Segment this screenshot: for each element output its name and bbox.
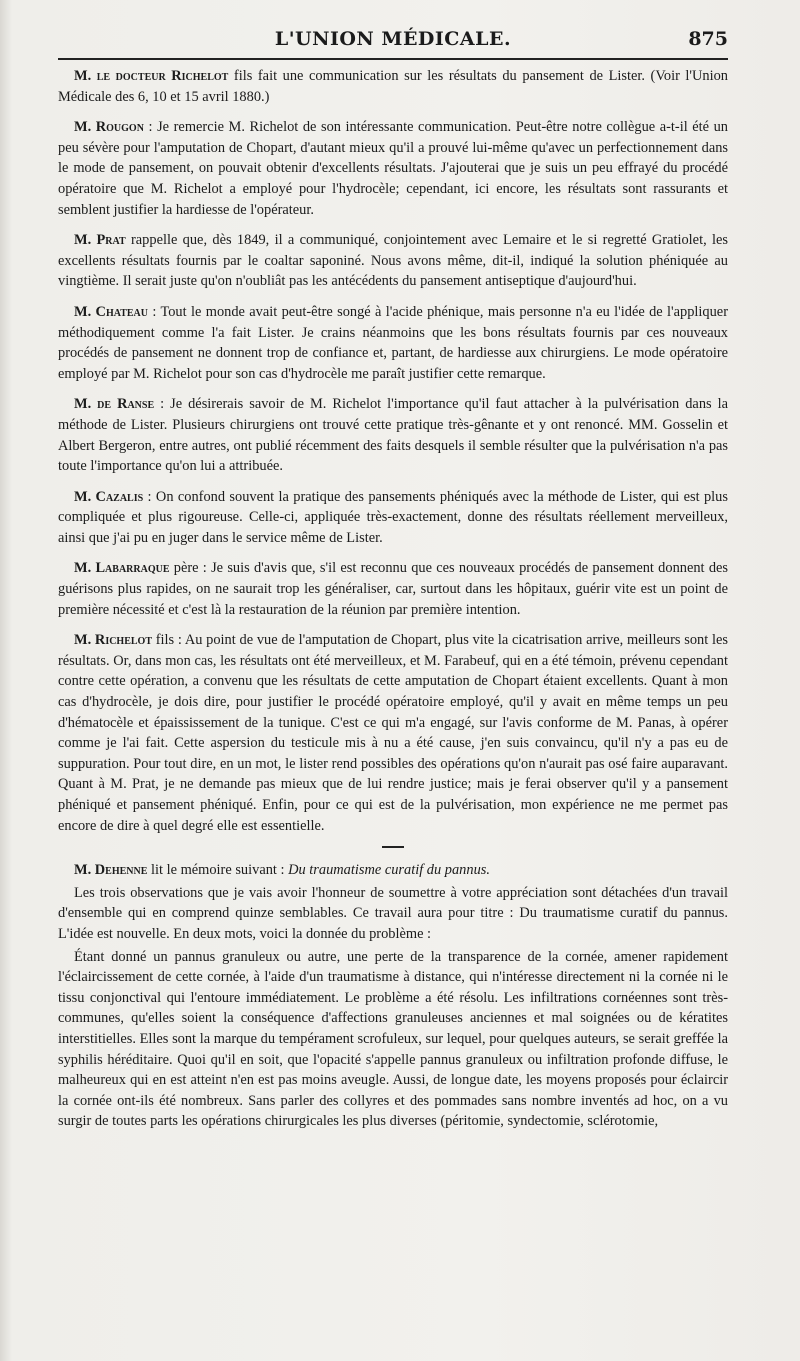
memoir-heading <box>58 860 728 881</box>
paragraph <box>58 558 728 620</box>
page-number: 875 <box>688 28 728 50</box>
paragraph <box>58 630 728 836</box>
paragraph: Les trois observations que je vais avoir l'honneur de soumettre à votre appréciation sont détachées d'un travail d'ensemble qui en comprend quinze semblables. Ce travail aura pour titre : Du traumatisme curatif du pannus. L'idée est nouvelle. En deux mots, voici la donnée du problème : <box>58 884 728 942</box>
section-separator <box>382 846 404 848</box>
speaker-name: M. de Ranse <box>74 396 155 413</box>
speaker-name: M. Prat <box>74 232 126 249</box>
paragraph <box>58 66 728 107</box>
paragraph-text: : Je remercie M. Richelot de son intéressante communication. Peut-être notre collègue a-t-il été un peu sévère pour l'amputation de Chopart, d'autant mieux qu'il a prouvé lui-même qu'avec un perfectionnement dans le mode de pansement, on pouvait obtenir d'excellents résultats. J'ajouterai que je suis un peu effrayé du procédé opératoire que M. Richelot a employé pour l'hydrocèle; cependant, ici encore, les résultats sont rassurants et semblent justifier la hardiesse de l'opérateur. <box>58 119 728 218</box>
running-header <box>58 28 728 60</box>
memoir-intro: lit le mémoire suivant : <box>147 862 289 879</box>
speaker-name: M. Richelot <box>74 632 152 649</box>
paragraph-text: : Je désirerais savoir de M. Richelot l'importance qu'il faut attacher à la pulvérisation dans la méthode de Lister. Plusieurs chirurgiens ont trouvé cette pratique très-gênante et y ont renoncé. MM. Gosselin et Albert Bergeron, entre autres, ont publié récemment des faits desquels il semble résulter que la pulvérisation n'a pas toute l'importance qu'on lui a attribuée. <box>58 396 728 475</box>
paragraph <box>58 230 728 292</box>
paragraph-text: fils : Au point de vue de l'amputation de Chopart, plus vite la cicatrisation arrive, meilleurs sont les résultats. Or, dans mon cas, les résultats ont été merveilleux, et M. Farabeuf, qui en a été témoin, prévenu cependant contre cette opération, a convenu que les résultats de cette amputation de Chopart étaient excellents. Quant à mon cas d'hydrocèle, je dois dire, pour justifier le procédé opératoire employé, qu'il y avait en même temps un peu d'hématocèle et épaississement de la tunique. C'est ce qui m'a engagé, sur l'avis conforme de M. Panas, à opérer comme je l'ai fait. Cette aspersion du testicule mis à nu a été cause, j'en suis convaincu, qu'il n'y a pas eu de suppuration. Pour tout dire, en un mot, le lister rend possibles des opérations qu'on n'aurait pas osé faire auparavant. Quant à M. Prat, je ne demande pas mieux que de lui rendre justice; mais je ferai observer qu'il y a pansement phéniqué et pansement phéniqué. Enfin, pour ce qui est de la pulvérisation, mon expérience ne me permet pas encore de dire à quel degré elle est essentielle. <box>58 632 728 834</box>
paragraph-text: : Tout le monde avait peut-être songé à l'acide phénique, mais personne n'a eu l'idée de l'appliquer méthodiquement comme l'a fait Lister. Je crains néanmoins que les bons résultats fournis par ces nouveaux procédés de pansement ne donnent trop de confiance et, partant, de hardiesse aux chirurgiens. Le mode opératoire employé par M. Richelot pour son cas d'hydrocèle me paraît justifier cette remarque. <box>58 303 728 382</box>
speaker-name: M. le docteur Richelot <box>74 68 229 84</box>
speaker-name: M. Chateau <box>74 303 148 320</box>
article-body <box>58 66 728 1134</box>
speaker-name: M. Cazalis <box>74 488 144 505</box>
paragraph: Étant donné un pannus granuleux ou autre, une perte de la transparence de la cornée, amener rapidement l'éclaircissement de cette cornée, à l'aide d'un traumatisme à distance, qui n'intéresse directement ni la cornée ni le tissu conjonctival qui l'entoure immédiatement. Le problème a été résolu. Les infiltrations cornéennes sont très-communes, qu'elles soient la conséquence d'affections granuleuses anciennes et mal soignées ou de kératites interstitielles. Elles sont la marque du tempérament scrofuleux, sur lequel, pour quelques auteurs, se serait greffée la syphilis héréditaire. Quoi qu'il en soit, que l'opacité s'appelle pannus granuleux ou infiltration profonde diffuse, le malheureux qui en est atteint n'en est pas moins aveugle. Aussi, de longue date, les moyens proposés pour éclaircir la cornée ont-ils été nombreux. Sans parler des collyres et des pommades sans nombre inventés ad hoc, on a vu surgir de toutes parts les opérations chirurgicales les plus diverses (péritomie, syndectomie, sclérotomie, <box>58 948 728 1130</box>
speaker-name: M. Rougon <box>74 119 144 136</box>
paragraph <box>58 394 728 476</box>
paragraph-text: père : Je suis d'avis que, s'il est reconnu que ces nouveaux procédés de pansement donnent des guérisons plus rapides, on ne saurait trop les généraliser, car, surtout dans les hôpitaux, guérir vite est un point de première nécessité et c'est là la restauration de la réunion par première intention. <box>58 560 728 618</box>
paragraph-text: rappelle que, dès 1849, il a communiqué, conjointement avec Lemaire et le si regretté Gratiolet, les excellents résultats fournis par le coaltar saponiné. Nous avons même, dit-il, indiqué la solution phéniquée au vingtième. Il serait juste qu'on n'oubliât pas les antécédents du pansement antiseptique d'aujourd'hui. <box>58 232 728 290</box>
paragraph <box>58 302 728 384</box>
paragraph-text: fils fait une communication sur les résultats du pansement de Lister. (Voir l'Union Médicale des 6, 10 et 15 avril 1880.) <box>58 68 729 105</box>
paragraph <box>58 117 728 220</box>
speaker-name: M. Dehenne <box>74 862 148 879</box>
paragraph <box>58 487 728 549</box>
paragraph-text: : On confond souvent la pratique des pansements phéniqués avec la méthode de Lister, qui est plus compliquée et plus rigoureuse. Celle-ci, appliquée très-exactement, donne des résultats réellement merveilleux, ainsi que j'ai pu en juger dans le service même de Lister. <box>58 488 728 546</box>
journal-title: L'UNION MÉDICALE. <box>274 28 512 50</box>
speaker-name: M. Labarraque <box>74 560 170 577</box>
memoir-title: Du traumatisme curatif du pannus. <box>288 862 490 879</box>
